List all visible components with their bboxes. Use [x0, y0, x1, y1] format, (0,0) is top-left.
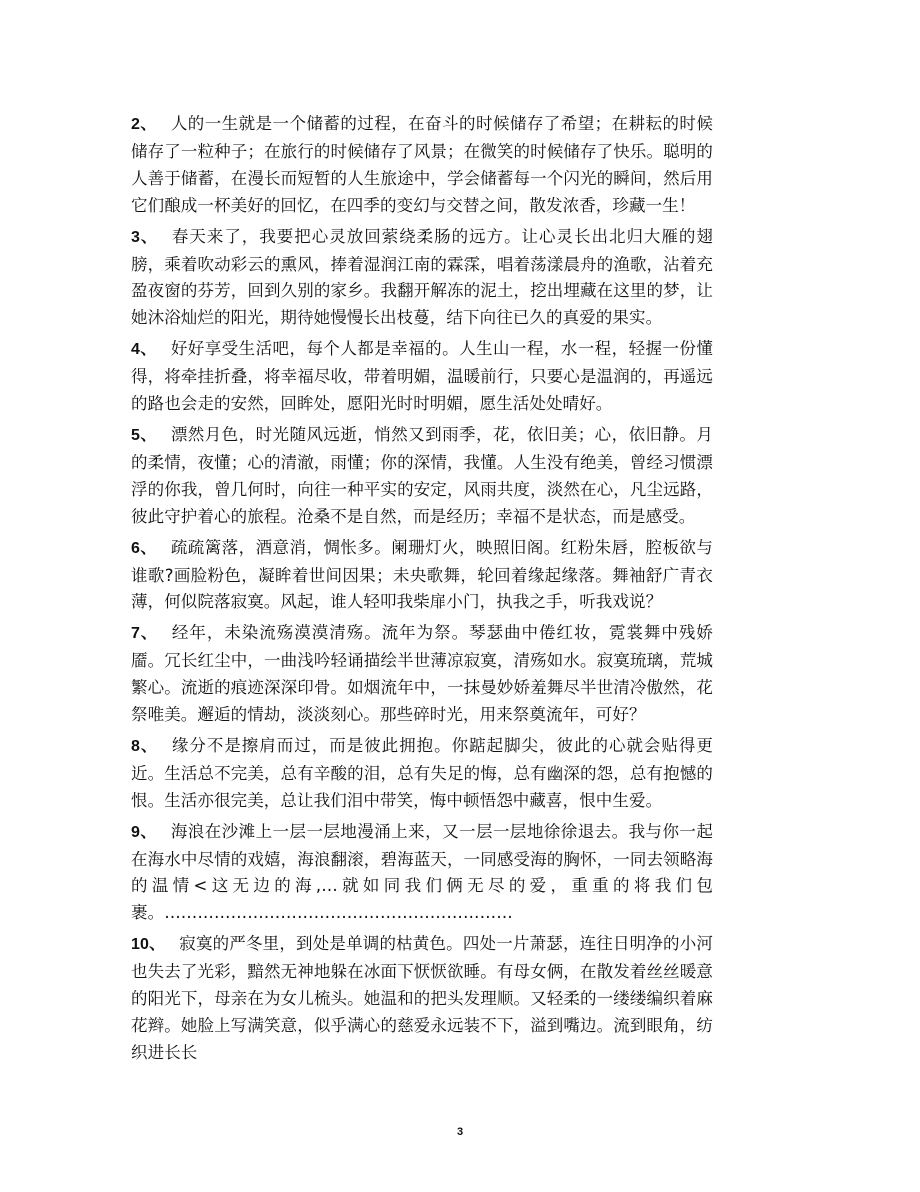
paragraph-text: 寂寞的严冬里，到处是单调的枯黄色。四处一片萧瑟，连往日明净的小河也失去了光彩，黯然无神地躲在冰面下恹恹欲睡。有母女俩，在散发着丝丝暖意的阳光下，母亲在为女儿梳头。她温和的把头发理顺。又轻柔的一缕缕编织着麻花辫。她脸上写满笑意，似乎满心的慈爱永远装不下，溢到嘴边。流到眼角，纺织进长长 — [131, 934, 713, 1062]
paragraph-6 — [131, 535, 713, 617]
paragraph-text: 缘分不是擦肩而过，而是彼此拥抱。你踮起脚尖，彼此的心就会贴得更近。生活总不完美，总有辛酸的泪，总有失足的悔，总有幽深的怨，总有抱憾的恨。生活亦很完美，总让我们泪中带笑，悔中顿悟怨中藏喜，恨中生爱。 — [131, 735, 713, 810]
paragraph-3 — [131, 224, 713, 333]
paragraph-10 — [131, 931, 713, 1067]
paragraph-text: 漂然月色，时光随风远逝，悄然又到雨季，花，依旧美；心，依旧静。月的柔情，夜懂；心的清澈，雨懂；你的深情，我懂。人生没有绝美，曾经习惯漂浮的你我，曾几何时，向往一种平实的安定，风雨共度，淡然在心，凡尘远路，彼此守护着心的旅程。沧桑不是自然，而是经历；幸福不是状态，而是感受。 — [131, 424, 713, 526]
paragraph-number: 8、 — [131, 737, 158, 755]
paragraph-number: 10、 — [131, 936, 166, 954]
paragraph-number: 4、 — [131, 341, 157, 359]
paragraph-number: 7、 — [131, 625, 158, 643]
paragraph-number: 9、 — [131, 823, 157, 841]
page-number: 3 — [456, 1126, 464, 1138]
paragraph-number: 5、 — [131, 426, 157, 444]
paragraph-text: 疏疏篱落，酒意消，惆怅多。阑珊灯火，映照旧阁。红粉朱唇，腔板欲与谁歌?画脸粉色，凝眸着世间因果；未央歌舞，轮回着缘起缘落。舞袖舒广青衣薄，何似院落寂寞。风起，谁人轻叩我柴扉小门，执我之手，听我戏说？ — [131, 537, 713, 612]
paragraph-number: 6、 — [131, 539, 157, 557]
paragraph-2 — [131, 111, 713, 220]
paragraph-5 — [131, 422, 713, 531]
paragraph-number: 3、 — [131, 228, 158, 246]
paragraph-text: 海浪在沙滩上一层一层地漫涌上来，又一层一层地徐徐退去。我与你一起在海水中尽情的戏嬉，海浪翻滚，碧海蓝天，一同感受海的胸怀，一同去领略海的温情<这无边的海,…就如同我们俩无尽的爱，重重的将我们包裹。……………………………………………………… — [131, 821, 713, 923]
paragraph-text: 经年，未染流殇漠漠清殇。流年为祭。琴瑟曲中倦红妆，霓裳舞中残娇靥。冗长红尘中，一曲浅吟轻诵描绘半世薄凉寂寞，清殇如水。寂寞琉璃，荒城繁心。流逝的痕迹深深印骨。如烟流年中，一抹曼妙娇羞舞尽半世清冷傲然，花祭唯美。邂逅的情劫，淡淡刻心。那些碎时光，用来祭奠流年，可好？ — [131, 623, 713, 725]
paragraph-text: 人的一生就是一个储蓄的过程，在奋斗的时候储存了希望；在耕耘的时候储存了一粒种子；在旅行的时候储存了风景；在微笑的时候储存了快乐。聪明的人善于储蓄，在漫长而短暂的人生旅途中，学会储蓄每一个闪光的瞬间，然后用它们酿成一杯美好的回忆，在四季的变幻与交替之间，散发浓香，珍藏一生！ — [131, 114, 713, 215]
paragraph-number: 2、 — [131, 116, 157, 133]
paragraph-text: 好好享受生活吧，每个人都是幸福的。人生山一程，水一程，轻握一份懂得，将牵挂折叠，将幸福尽收，带着明媚，温暖前行，只要心是温润的，再遥远的路也会走的安然，回眸处，愿阳光时时明媚，愿生活处处晴好。 — [131, 339, 713, 414]
paragraph-4 — [131, 336, 713, 418]
paragraph-9 — [131, 819, 713, 928]
paragraph-7 — [131, 620, 713, 729]
paragraph-8 — [131, 733, 713, 815]
paragraph-text: 春天来了，我要把心灵放回萦绕柔肠的远方。让心灵长出北归大雁的翅膀，乘着吹动彩云的熏风，捧着湿润江南的霖霂，唱着荡漾晨舟的渔歌，沾着充盈夜窗的芬芳，回到久别的家乡。我翻开解冻的泥土，挖出埋藏在这里的梦，让她沐浴灿烂的阳光，期待她慢慢长出枝蔓，结下向往已久的真爱的果实。 — [131, 226, 713, 328]
paragraph-list — [131, 111, 713, 1071]
